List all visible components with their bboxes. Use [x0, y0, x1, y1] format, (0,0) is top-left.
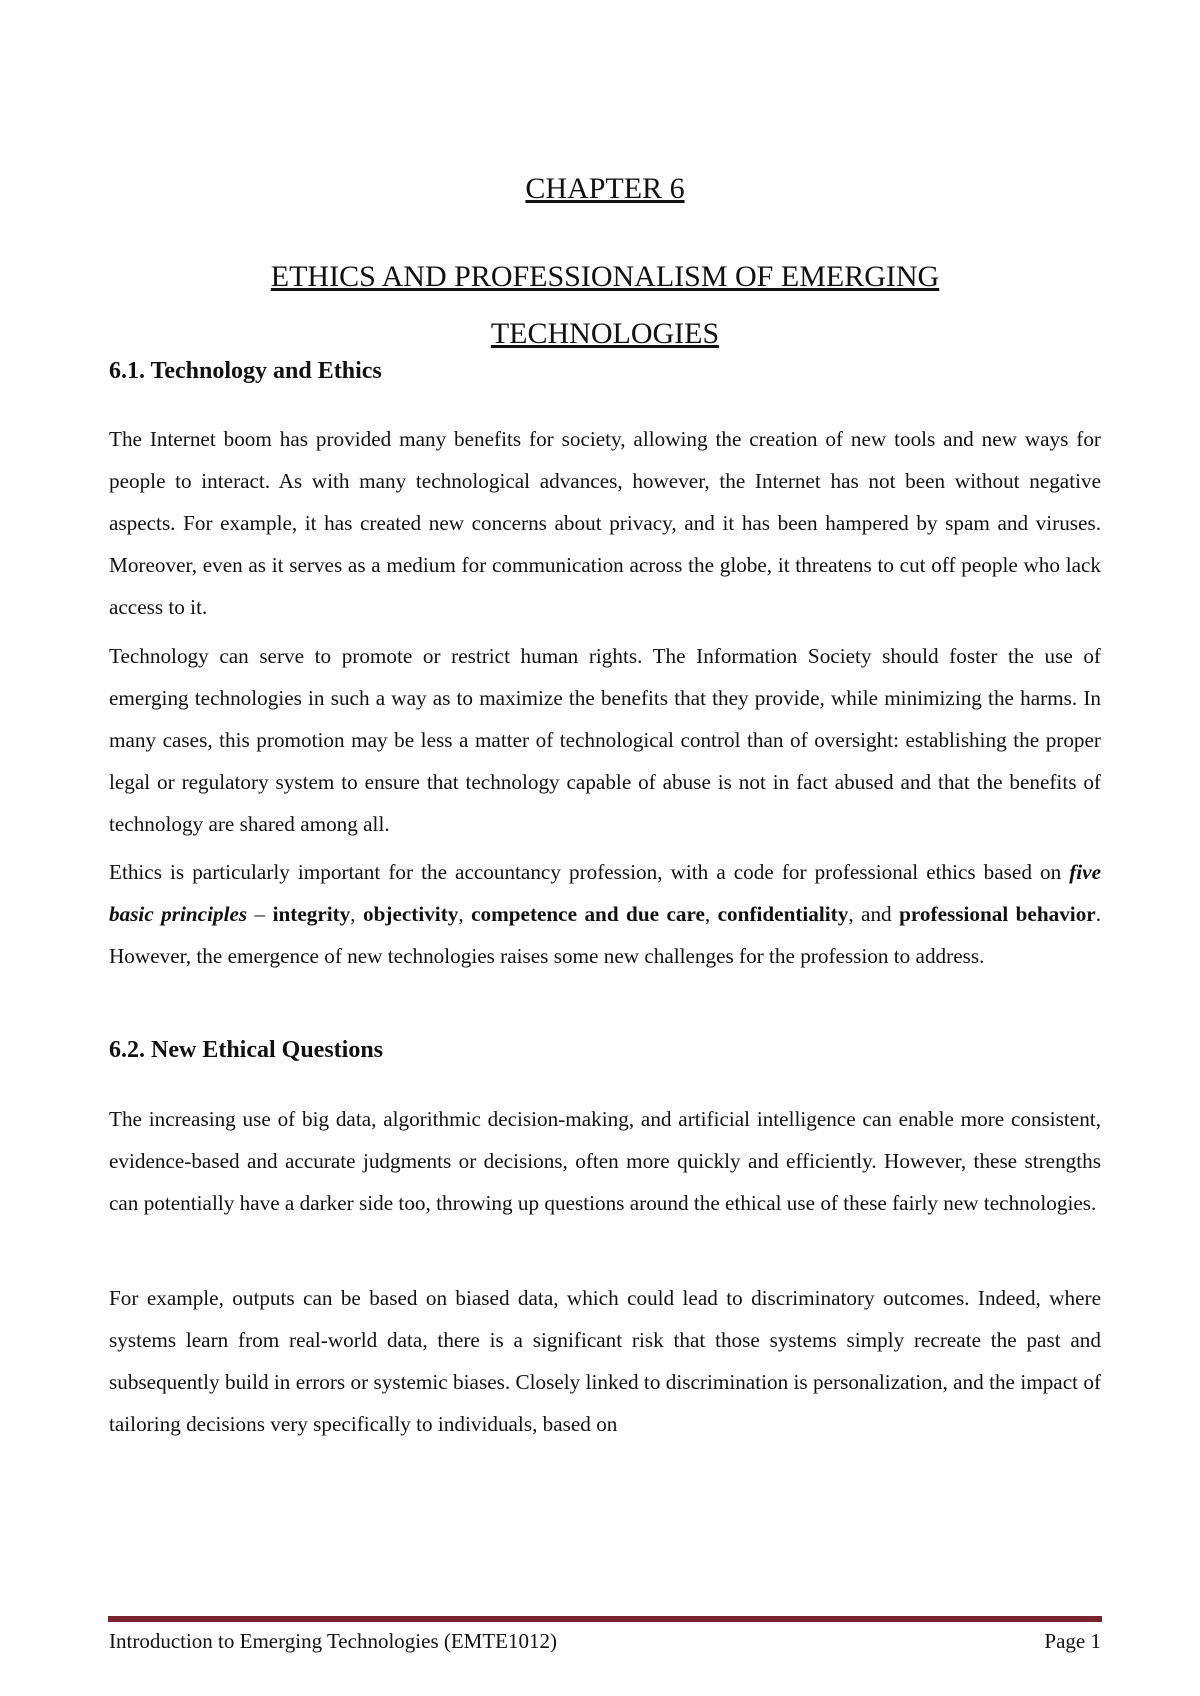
paragraph-human-rights: Technology can serve to promote or restrict human rights. The Information Society should foster the use of emerging technologies in such a way as to maximize the benefits that they provide, while minimizing the harms. In many cases, this promotion may be less a matter of technological control than of oversight: establishing the proper legal or regulatory system to ensure that technology capable of abuse is not in fact abused and that the benefits of technology are shared among all. — [109, 644, 1101, 836]
principle-objectivity: objectivity — [363, 902, 459, 926]
paragraph-accountancy-ethics — [109, 851, 1101, 977]
accountancy-intro: Ethics is particularly important for the accountancy profession, with a code for professional ethics based on — [109, 860, 1070, 884]
separator: , and — [848, 902, 900, 926]
principle-professional-behavior: professional behavior — [899, 902, 1096, 926]
five-principles-phrase: five basic principles — [109, 860, 1101, 926]
separator: , — [458, 902, 472, 926]
paragraph-biased-data: For example, outputs can be based on biased data, which could lead to discriminatory outcomes. Indeed, where systems learn from real-world data, there is a significant risk that those systems simply recreate the past and subsequently build in errors or systemic biases. Closely linked to discrimination is personalization, and the impact of tailoring decisions very specifically to individuals, based on — [109, 1286, 1101, 1436]
section-heading-6-1: 6.1. Technology and Ethics — [109, 358, 382, 384]
chapter-title-line1: ETHICS AND PROFESSIONALISM OF EMERGING — [270, 260, 940, 293]
chapter-title-line2: TECHNOLOGIES — [490, 317, 720, 350]
section-heading-6-2: 6.2. New Ethical Questions — [109, 1037, 384, 1063]
paragraph-internet-boom: The Internet boom has provided many benefits for society, allowing the creation of new tools and new ways for people to interact. As with many technological advances, however, the Internet has not been without negative aspects. For example, it has created new concerns about privacy, and it has been hampered by spam and viruses. Moreover, even as it serves as a medium for communication across the globe, it threatens to cut off people who lack access to it. — [109, 427, 1101, 619]
paragraph-big-data: The increasing use of big data, algorithmic decision-making, and artificial intelligence can enable more consistent, evidence-based and accurate judgments or decisions, often more quickly and efficiently. However, these strengths can potentially have a darker side too, throwing up questions around the ethical use of these fairly new technologies. — [109, 1107, 1101, 1215]
principle-confidentiality: confidentiality — [717, 902, 849, 926]
accountancy-outro: . However, the emergence of new technologies raises some new challenges for the profession to address. — [109, 902, 1101, 968]
chapter-label: CHAPTER 6 — [525, 172, 685, 205]
footer-divider — [108, 1616, 1102, 1622]
separator: , — [704, 902, 718, 926]
principle-competence: competence and due care — [471, 902, 705, 926]
chapter-title — [109, 248, 1101, 362]
footer-course-title: Introduction to Emerging Technologies (EMTE1012) — [109, 1629, 558, 1653]
dash: – — [247, 902, 273, 926]
principle-integrity: integrity — [272, 902, 351, 926]
footer-page-number: Page 1 — [1044, 1629, 1101, 1653]
separator: , — [350, 902, 364, 926]
